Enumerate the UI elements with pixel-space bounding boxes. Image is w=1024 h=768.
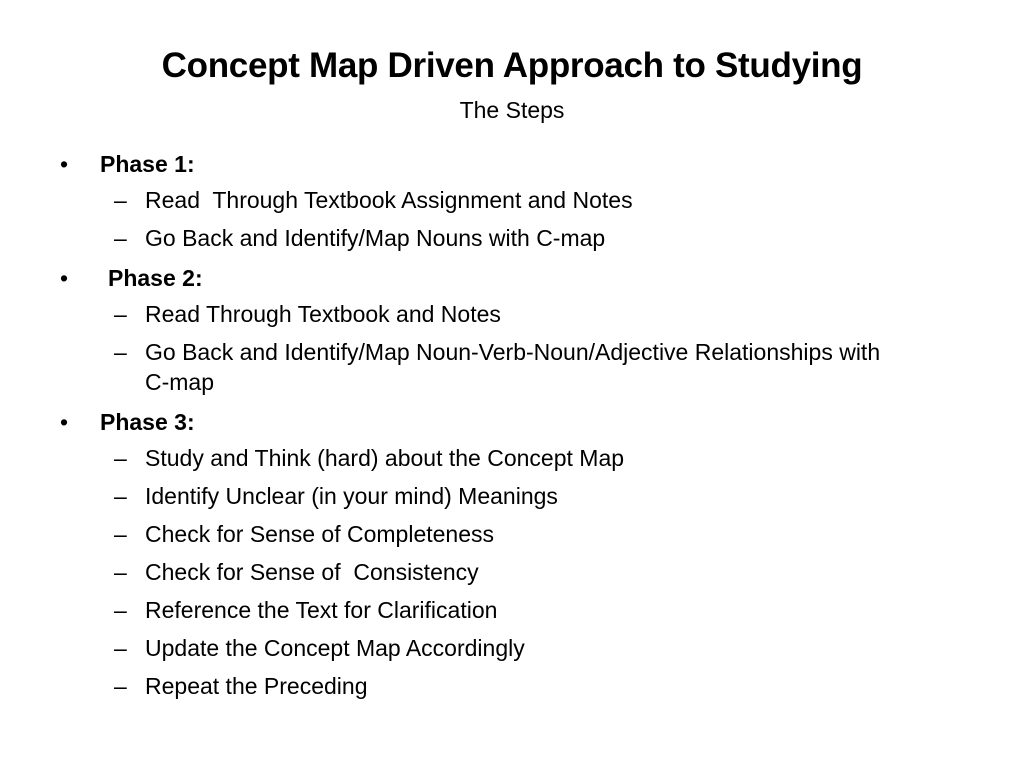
phase-1-label: Phase 1: xyxy=(100,151,195,177)
slide-title: Concept Map Driven Approach to Studying xyxy=(161,46,863,85)
phase-3-label: Phase 3: xyxy=(100,409,195,435)
step-text: Repeat the Preceding xyxy=(145,673,368,699)
dash-icon: – xyxy=(114,521,127,547)
dash-icon: – xyxy=(114,187,127,213)
step-text: Go Back and Identify/Map Nouns with C-map xyxy=(145,225,606,251)
slide-subtitle: The Steps xyxy=(459,97,565,123)
list-item xyxy=(60,443,960,473)
dash-icon: – xyxy=(114,445,127,471)
bullet-icon: • xyxy=(60,151,69,177)
list-item xyxy=(60,185,960,215)
dash-icon: – xyxy=(114,559,127,585)
step-text: Read Through Textbook Assignment and Notes xyxy=(145,187,633,213)
dash-icon: – xyxy=(114,339,127,365)
phase-1 xyxy=(60,147,960,185)
bullet-icon: • xyxy=(60,409,69,435)
list-item xyxy=(60,481,960,511)
step-text: Identify Unclear (in your mind) Meanings xyxy=(145,483,558,509)
phase-2-label: Phase 2: xyxy=(108,265,203,291)
dash-icon: – xyxy=(114,635,127,661)
bullet-icon: • xyxy=(60,265,69,291)
dash-icon: – xyxy=(114,597,127,623)
list-item xyxy=(60,595,960,625)
step-text: Go Back and Identify/Map Noun-Verb-Noun/Adjective Relationships with C-map xyxy=(145,339,881,395)
step-text: Check for Sense of Completeness xyxy=(145,521,495,547)
list-item xyxy=(60,299,960,329)
bullet-list xyxy=(60,147,960,709)
dash-icon: – xyxy=(114,225,127,251)
dash-icon: – xyxy=(114,673,127,699)
list-item xyxy=(60,557,960,587)
dash-icon: – xyxy=(114,483,127,509)
step-text: Read Through Textbook and Notes xyxy=(145,301,501,327)
list-item xyxy=(60,633,960,663)
list-item xyxy=(60,223,960,253)
list-item xyxy=(60,519,960,549)
list-item xyxy=(60,671,960,701)
list-item xyxy=(60,337,960,397)
step-text: Update the Concept Map Accordingly xyxy=(145,635,525,661)
dash-icon: – xyxy=(114,301,127,327)
step-text: Check for Sense of Consistency xyxy=(145,559,479,585)
phase-2 xyxy=(60,261,960,299)
phase-3 xyxy=(60,405,960,443)
step-text: Study and Think (hard) about the Concept Map xyxy=(145,445,625,471)
step-text: Reference the Text for Clarification xyxy=(145,597,498,623)
